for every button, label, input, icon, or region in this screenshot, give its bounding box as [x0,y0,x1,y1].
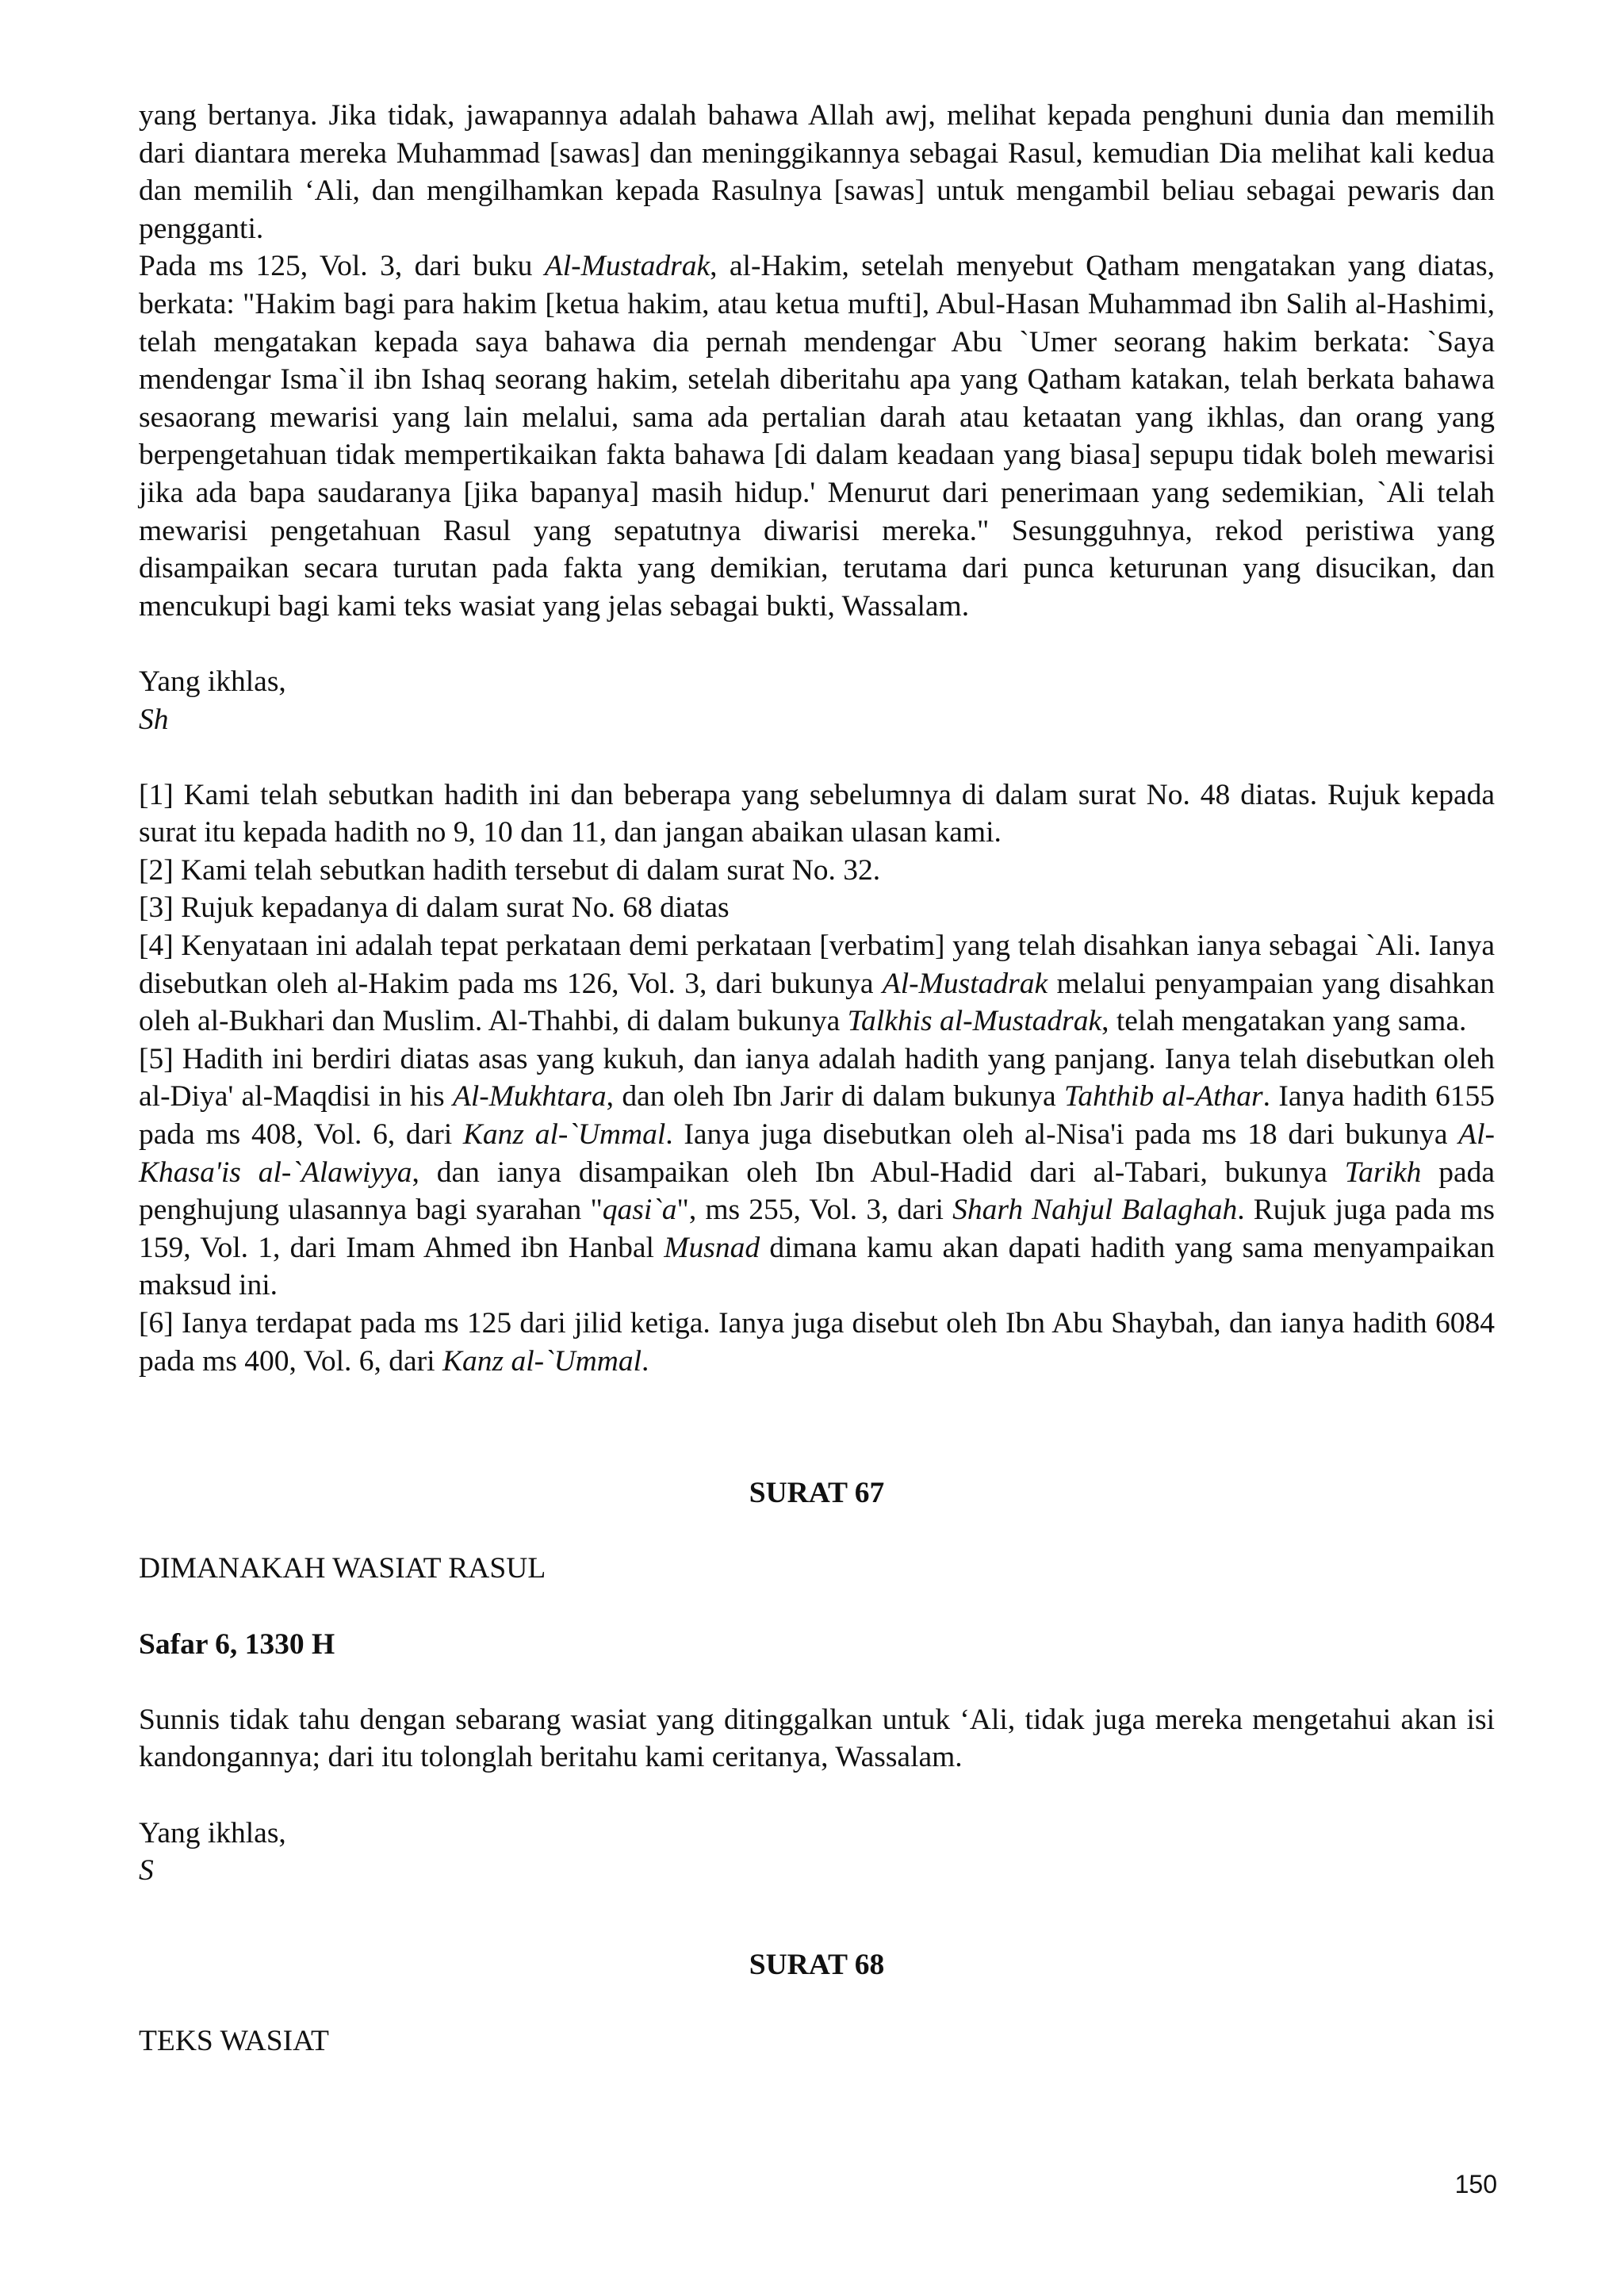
book-title: Musnad [664,1231,760,1264]
spacer [139,738,1495,776]
italic-term: qasi`a [602,1194,677,1227]
surat-67-signature [139,1852,1495,1890]
spacer [139,1927,1495,1946]
text-span: , dan oleh Ibn Jarir di dalam bukunya [606,1080,1064,1114]
footnote-2: [2] Kami telah sebutkan hadith tersebut di dalam surat No. 32. [139,853,881,887]
book-title: Al-Khasa'is al-`Alawiyya [139,1118,1495,1189]
page-number: 150 [1454,2170,1497,2198]
book-title: Al-Mustadrak [882,967,1048,1000]
text-span: dimana kamu akan dapati hadith yang sama menyampaikan maksud ini. [139,1231,1495,1302]
text-span: . Ianya juga disebutkan oleh al-Nisa'i pada ms 18 dari bukunya [665,1118,1459,1152]
surat-67-date: Safar 6, 1330 H [139,1627,335,1661]
surat-67-heading: SURAT 67 [749,1477,885,1510]
footnote-1: [1] Kami telah sebutkan hadith ini dan beberapa yang sebelumnya di dalam surat No. 48 diatas. Rujuk kepada surat itu kepada hadith no 9, 10 dan 11, dan jangan abaikan ulasan kami. [139,778,1495,849]
text-span: Pada ms 125, Vol. 3, dari buku [139,250,545,283]
text-span: [6] Ianya terdapat pada ms 125 dari jilid ketiga. Ianya juga disebut oleh Ibn Abu Shaybah, dan ianya hadith 6084 pada ms 400, Vol. 6, dari [139,1307,1495,1378]
book-title: Kanz al-`Ummal [442,1344,642,1378]
document-page [139,97,1495,2060]
spacer [139,1890,1495,1928]
spacer [139,1380,1495,1455]
intro-paragraph: yang bertanya. Jika tidak, jawapannya adalah bahawa Allah awj, melihat kepada penghuni dunia dan memilih dari diantara mereka Muhammad [sawas] dan meninggikannya sebagai Rasul, kemudian Dia melihat kali kedua dan memilih ‘Ali, dan mengilhamkan kepada Rasulnya [sawas] untuk mengambil beliau sebagai pewaris dan pengganti. [139,99,1495,245]
text-span: , al-Hakim, setelah menyebut Qatham mengatakan yang diatas, berkata: "Hakim bagi para hakim [ketua hakim, atau ketua mufti], Abul-Hasan Muhammad ibn Salih al-Hashimi, telah mengatakan kepada saya bahawa dia pernah mendengar Abu `Umer seorang hakim berkata: `Saya mendengar Isma`il ibn Ishaq seorang hakim, setelah diberitahu apa yang Qatham katakan, telah berkata bahawa sesaorang mewarisi yang lain melalui, sama ada pertalian darah atau ketaatan yang ikhlas, dan orang yang berpengetahuan tidak mempertikaikan fakta bahawa [di dalam keadaan yang biasa] sepupu tidak boleh mewarisi jika ada bapa saudaranya [jika bapanya] masih hidup.' Menurut dari penerimaan yang sedemikian, `Ali telah mewarisi pengetahuan Rasul yang sepatutnya diwarisi mereka." Sesungguhnya, rekod peristiwa yang disampaikan secara turutan pada fakta yang demikian, terutama dari punca keturunan yang disucikan, dan mencukupi bagi kami teks wasiat yang jelas sebagai bukti, Wassalam. [139,250,1496,623]
text-span: ", ms 255, Vol. 3, dari [676,1194,953,1227]
surat-68-heading: SURAT 68 [749,1949,885,1982]
text-span: . [642,1344,649,1378]
spacer [139,1984,1495,2022]
text-span: [4] Kenyataan ini adalah tepat perkataan demi perkataan [verbatim] yang telah disahkan ianya sebagai `Ali. Ianya disebutkan oleh al-Hakim pada ms 126, Vol. 3, dari bukunya [139,930,1495,1000]
book-title: Al-Mukhtara [452,1080,607,1114]
footnote-4 [139,927,1495,1041]
mustadrak-paragraph [139,247,1495,625]
surat-68-subtitle: TEKS WASIAT [139,2024,329,2057]
text-span: . Rujuk juga pada ms 159, Vol. 1, dari Imam Ahmed ibn Hanbal [139,1194,1496,1264]
book-title: Talkhis al-Mustadrak [847,1005,1102,1038]
book-title: Al-Mustadrak [544,250,710,283]
signature [139,701,1495,739]
text-span: . Ianya hadith 6155 pada ms 408, Vol. 6, dari [139,1080,1496,1152]
surat-67-subtitle: DIMANAKAH WASIAT RASUL [139,1552,546,1585]
spacer [139,1512,1495,1550]
footnote-6 [139,1305,1495,1380]
footnote-3: [3] Rujuk kepadanya di dalam surat No. 68 diatas [139,891,730,925]
spacer [139,1588,1495,1626]
text-span: , telah mengatakan yang sama. [1101,1005,1467,1038]
spacer [139,1455,1495,1474]
text-span: [5] Hadith ini berdiri diatas asas yang kukuh, dan ianya adalah hadith yang panjang. Ianya telah disebutkan oleh al-Diya' al-Maqdisi in his [139,1042,1495,1114]
book-title: Tahthib al-Athar [1063,1080,1263,1114]
text-span: melalui penyampaian yang disahkan oleh al-Bukhari dan Muslim. Al-Thahbi, di dalam bukunya [139,967,1495,1038]
surat-67-closing: Yang ikhlas, [139,1816,286,1849]
signature-text: S [139,1854,154,1888]
footnote-5 [139,1041,1495,1305]
closing-salutation: Yang ikhlas, [139,665,286,698]
spacer [139,625,1495,663]
spacer [139,1663,1495,1701]
spacer [139,1777,1495,1815]
text-span: pada penghujung ulasannya bagi syarahan " [139,1156,1495,1227]
text-span: , dan ianya disampaikan oleh Ibn Abul-Hadid dari al-Tabari, bukunya [412,1156,1345,1189]
surat-67-body: Sunnis tidak tahu dengan sebarang wasiat yang ditinggalkan untuk ‘Ali, tidak juga mereka mengetahui akan isi kandongannya; dari itu tolonglah beritahu kami ceritanya, Wassalam. [139,1703,1495,1774]
book-title: Kanz al-`Ummal [462,1118,666,1152]
book-title: Tarikh [1344,1156,1422,1189]
signature-text: Sh [139,703,169,736]
book-title: Sharh Nahjul Balaghah [952,1194,1238,1227]
